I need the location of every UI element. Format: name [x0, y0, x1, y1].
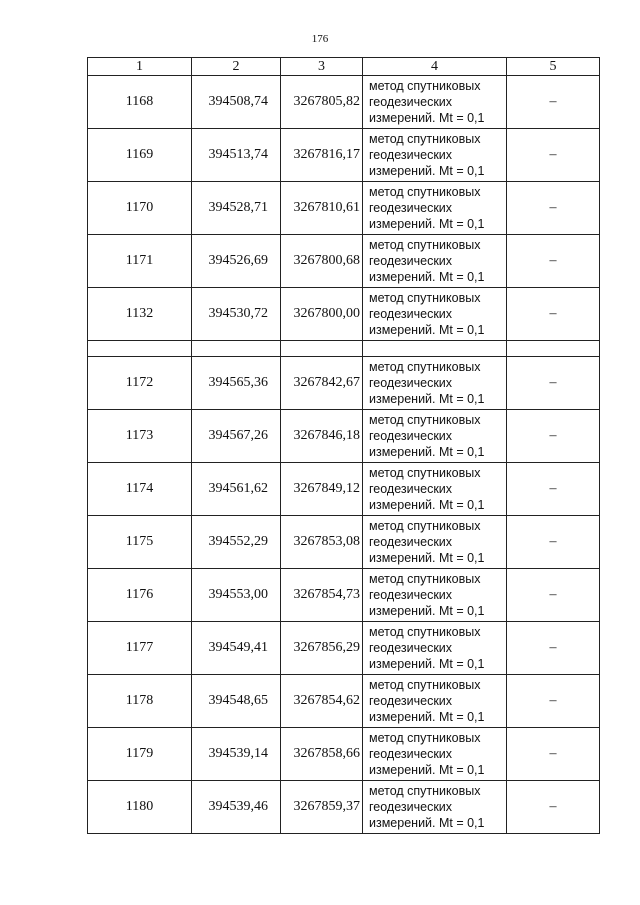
- empty-cell: [281, 341, 363, 357]
- y-coordinate-cell: 3267854,62: [281, 675, 363, 728]
- y-coordinate-cell: 3267800,68: [281, 235, 363, 288]
- x-coordinate-cell: 394528,71: [192, 182, 281, 235]
- y-coordinate-cell: 3267805,82: [281, 76, 363, 129]
- point-number-cell: 1177: [88, 622, 192, 675]
- method-cell: метод спутниковых геодезических измерений. Mt = 0,1: [363, 569, 507, 622]
- point-number-cell: 1170: [88, 182, 192, 235]
- method-cell: метод спутниковых геодезических измерений. Mt = 0,1: [363, 781, 507, 834]
- empty-cell: [192, 341, 281, 357]
- point-number-cell: 1178: [88, 675, 192, 728]
- note-cell: –: [507, 76, 600, 129]
- point-number-cell: 1173: [88, 410, 192, 463]
- x-coordinate-cell: 394552,29: [192, 516, 281, 569]
- note-cell: –: [507, 235, 600, 288]
- method-cell: метод спутниковых геодезических измерений. Mt = 0,1: [363, 235, 507, 288]
- table-row: [88, 463, 600, 516]
- note-cell: –: [507, 129, 600, 182]
- y-coordinate-cell: 3267842,67: [281, 357, 363, 410]
- method-cell: метод спутниковых геодезических измерений. Mt = 0,1: [363, 728, 507, 781]
- table-row: [88, 182, 600, 235]
- y-coordinate-cell: 3267854,73: [281, 569, 363, 622]
- point-number-cell: 1169: [88, 129, 192, 182]
- note-cell: –: [507, 516, 600, 569]
- table-row: [88, 728, 600, 781]
- column-header: 3: [281, 58, 363, 76]
- table-row: [88, 622, 600, 675]
- x-coordinate-cell: 394539,46: [192, 781, 281, 834]
- y-coordinate-cell: 3267856,29: [281, 622, 363, 675]
- table-row: [88, 235, 600, 288]
- empty-cell: [363, 341, 507, 357]
- x-coordinate-cell: 394513,74: [192, 129, 281, 182]
- note-cell: –: [507, 182, 600, 235]
- y-coordinate-cell: 3267849,12: [281, 463, 363, 516]
- y-coordinate-cell: 3267816,17: [281, 129, 363, 182]
- empty-cell: [88, 341, 192, 357]
- y-coordinate-cell: 3267846,18: [281, 410, 363, 463]
- x-coordinate-cell: 394549,41: [192, 622, 281, 675]
- column-header: 2: [192, 58, 281, 76]
- y-coordinate-cell: 3267858,66: [281, 728, 363, 781]
- point-number-cell: 1179: [88, 728, 192, 781]
- table-row: [88, 781, 600, 834]
- empty-cell: [507, 341, 600, 357]
- table-row: [88, 675, 600, 728]
- table-row: [88, 410, 600, 463]
- point-number-cell: 1168: [88, 76, 192, 129]
- note-cell: –: [507, 288, 600, 341]
- y-coordinate-cell: 3267800,00: [281, 288, 363, 341]
- method-cell: метод спутниковых геодезических измерений. Mt = 0,1: [363, 675, 507, 728]
- method-cell: метод спутниковых геодезических измерений. Mt = 0,1: [363, 463, 507, 516]
- table-header-row: [88, 58, 600, 76]
- point-number-cell: 1132: [88, 288, 192, 341]
- x-coordinate-cell: 394530,72: [192, 288, 281, 341]
- note-cell: –: [507, 675, 600, 728]
- x-coordinate-cell: 394553,00: [192, 569, 281, 622]
- coordinates-table: [87, 57, 600, 834]
- note-cell: –: [507, 357, 600, 410]
- y-coordinate-cell: 3267810,61: [281, 182, 363, 235]
- method-cell: метод спутниковых геодезических измерений. Mt = 0,1: [363, 357, 507, 410]
- method-cell: метод спутниковых геодезических измерений. Mt = 0,1: [363, 129, 507, 182]
- table-row: [88, 129, 600, 182]
- column-header: 5: [507, 58, 600, 76]
- y-coordinate-cell: 3267859,37: [281, 781, 363, 834]
- table-row: [88, 516, 600, 569]
- note-cell: –: [507, 728, 600, 781]
- x-coordinate-cell: 394508,74: [192, 76, 281, 129]
- method-cell: метод спутниковых геодезических измерений. Mt = 0,1: [363, 182, 507, 235]
- column-header: 4: [363, 58, 507, 76]
- method-cell: метод спутниковых геодезических измерений. Mt = 0,1: [363, 288, 507, 341]
- point-number-cell: 1176: [88, 569, 192, 622]
- table-row: [88, 76, 600, 129]
- separator-row: [88, 341, 600, 357]
- x-coordinate-cell: 394539,14: [192, 728, 281, 781]
- note-cell: –: [507, 622, 600, 675]
- note-cell: –: [507, 463, 600, 516]
- column-header: 1: [88, 58, 192, 76]
- note-cell: –: [507, 410, 600, 463]
- x-coordinate-cell: 394526,69: [192, 235, 281, 288]
- table-row: [88, 288, 600, 341]
- method-cell: метод спутниковых геодезических измерений. Mt = 0,1: [363, 410, 507, 463]
- point-number-cell: 1175: [88, 516, 192, 569]
- point-number-cell: 1180: [88, 781, 192, 834]
- x-coordinate-cell: 394561,62: [192, 463, 281, 516]
- x-coordinate-cell: 394565,36: [192, 357, 281, 410]
- note-cell: –: [507, 781, 600, 834]
- table-row: [88, 357, 600, 410]
- method-cell: метод спутниковых геодезических измерений. Mt = 0,1: [363, 76, 507, 129]
- point-number-cell: 1172: [88, 357, 192, 410]
- x-coordinate-cell: 394567,26: [192, 410, 281, 463]
- page-number: 176: [311, 33, 329, 45]
- x-coordinate-cell: 394548,65: [192, 675, 281, 728]
- method-cell: метод спутниковых геодезических измерений. Mt = 0,1: [363, 516, 507, 569]
- point-number-cell: 1174: [88, 463, 192, 516]
- y-coordinate-cell: 3267853,08: [281, 516, 363, 569]
- table-row: [88, 569, 600, 622]
- method-cell: метод спутниковых геодезических измерений. Mt = 0,1: [363, 622, 507, 675]
- point-number-cell: 1171: [88, 235, 192, 288]
- note-cell: –: [507, 569, 600, 622]
